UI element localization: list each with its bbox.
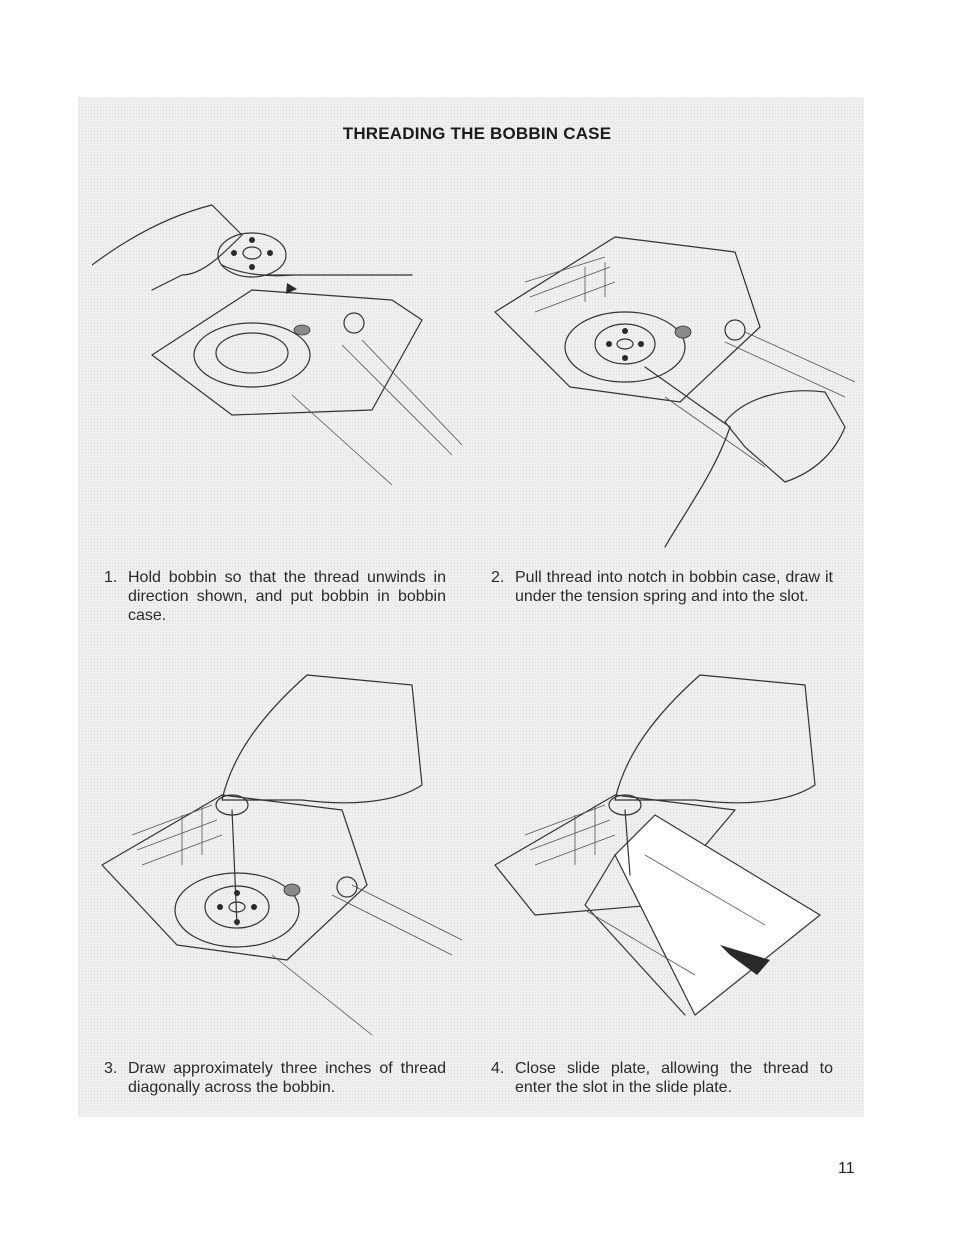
step-3-illustration xyxy=(92,655,462,1045)
step-4-caption xyxy=(491,1059,833,1101)
step-1-illustration xyxy=(92,195,462,495)
step-text: Draw approximately three inches of thread diagonally across the bobbin. xyxy=(128,1060,446,1096)
page-number: 11 xyxy=(838,1160,855,1177)
hand-pulling-thread-icon xyxy=(485,222,855,552)
step-4-illustration xyxy=(485,655,855,1045)
step-number: 4. xyxy=(491,1060,505,1077)
step-number: 3. xyxy=(104,1060,118,1077)
closing-slide-plate-icon xyxy=(485,655,855,1045)
step-text: Close slide plate, allowing the thread to enter the slot in the slide plate. xyxy=(515,1060,833,1096)
hand-holding-bobbin-icon xyxy=(92,195,462,495)
step-number: 1. xyxy=(104,569,118,586)
page-title: THREADING THE BOBBIN CASE xyxy=(342,124,612,143)
step-2-caption xyxy=(491,568,833,628)
step-text: Pull thread into notch in bobbin case, draw it under the tension spring and into the slot. xyxy=(515,569,833,605)
hand-drawing-thread-icon xyxy=(92,655,462,1045)
step-1-caption xyxy=(104,568,446,628)
step-text: Hold bobbin so that the thread unwinds in direction shown, and put bobbin in bobbin case. xyxy=(128,569,446,624)
step-number: 2. xyxy=(491,569,505,586)
step-2-illustration xyxy=(485,222,855,552)
step-3-caption xyxy=(104,1059,446,1101)
